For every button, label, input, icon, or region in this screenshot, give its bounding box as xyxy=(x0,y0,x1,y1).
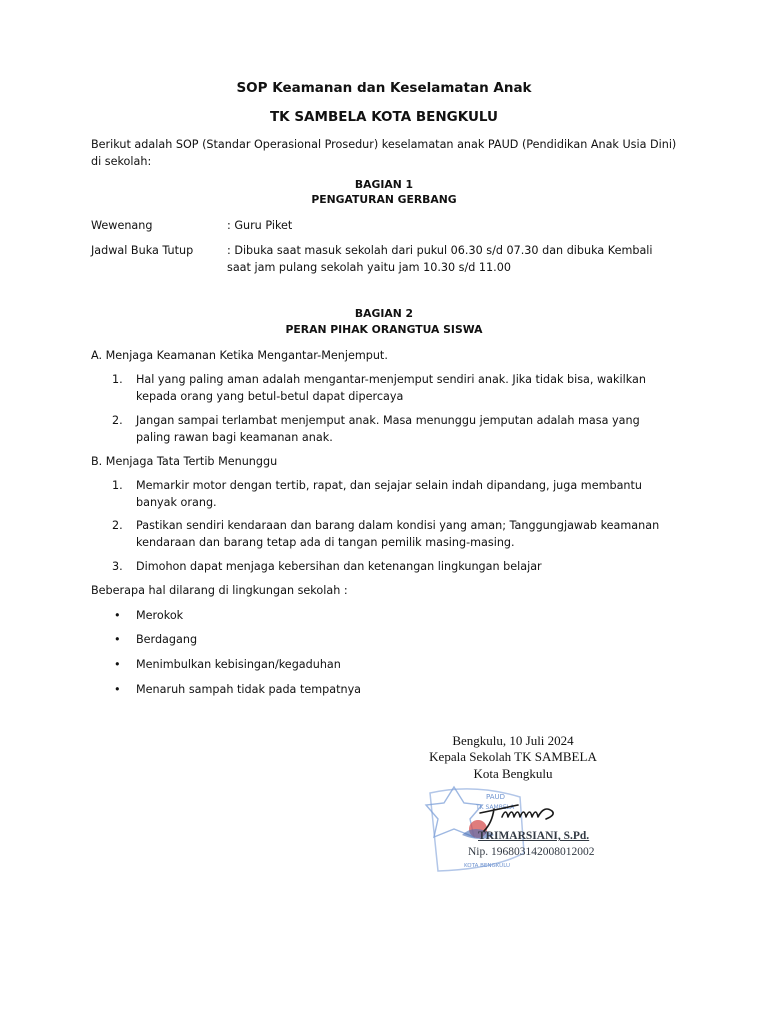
row-label: Jadwal Buka Tutup xyxy=(91,244,194,257)
item-text: Merokok xyxy=(136,609,184,622)
signature-city: Kota Bengkulu xyxy=(473,766,553,781)
item-number: 2. xyxy=(112,519,123,532)
bagian1-subheading: PENGATURAN GERBANG xyxy=(311,193,457,206)
list-item xyxy=(112,412,682,446)
item-text: Pastikan sendiri kendaraan dan barang dalam kondisi yang aman; Tanggungjawab keamanan kendaraan dan barang tetap ada di tangan pemilik masing-masing. xyxy=(136,519,660,549)
list-item xyxy=(112,656,612,673)
bullet-icon: • xyxy=(114,658,121,671)
item-text: Hal yang paling aman adalah mengantar-menjemput sendiri anak. Jika tidak bisa, wakilkan kepada orang yang betul-betul dapat dipercaya xyxy=(136,373,646,403)
list-item xyxy=(112,477,682,511)
item-text: Dimohon dapat menjaga kebersihan dan ketenangan lingkungan belajar xyxy=(136,560,542,573)
row-jadwal xyxy=(91,242,691,276)
list-item xyxy=(112,631,612,648)
item-text: Berdagang xyxy=(136,633,198,646)
bagian2-subheading: PERAN PIHAK ORANGTUA SISWA xyxy=(285,323,483,336)
row-value: : Guru Piket xyxy=(227,219,293,232)
school-stamp-icon xyxy=(424,783,614,875)
signature-place-date: Bengkulu, 10 Juli 2024 xyxy=(452,733,574,748)
list-item xyxy=(112,607,612,624)
list-item xyxy=(112,558,682,575)
prohibited-title: Beberapa hal dilarang di lingkungan sekolah : xyxy=(91,584,348,597)
signature-position: Kepala Sekolah TK SAMBELA xyxy=(429,749,597,764)
list-item xyxy=(112,517,682,551)
section-b-title: B. Menjaga Tata Tertib Menunggu xyxy=(91,455,278,468)
signature-name: TRIMARSIANI, S.Pd. xyxy=(478,830,590,842)
item-number: 3. xyxy=(112,560,123,573)
item-number: 1. xyxy=(112,479,123,492)
row-label: Wewenang xyxy=(91,219,153,232)
item-number: 1. xyxy=(112,373,123,386)
item-number: 2. xyxy=(112,414,123,427)
section-a-title: A. Menjaga Keamanan Ketika Mengantar-Menjemput. xyxy=(91,349,388,362)
stamp-text-mid: TK SAMBELA xyxy=(476,804,515,811)
item-text: Jangan sampai terlambat menjemput anak. Masa menunggu jemputan adalah masa yang paling rawan bagi keamanan anak. xyxy=(136,414,640,444)
intro-paragraph: Berikut adalah SOP (Standar Operasional Prosedur) keselamatan anak PAUD (Pendidikan Anak Usia Dini) di sekolah: xyxy=(91,138,677,168)
signature-nip: Nip. 196803142008012002 xyxy=(468,846,595,858)
bagian1-heading: BAGIAN 1 xyxy=(354,178,414,191)
document-title: SOP Keamanan dan Keselamatan Anak xyxy=(236,80,532,96)
bullet-icon: • xyxy=(114,609,121,622)
item-text: Memarkir motor dengan tertib, rapat, dan sejajar selain indah dipandang, juga membantu banyak orang. xyxy=(136,479,642,509)
bullet-icon: • xyxy=(114,633,121,646)
item-text: Menaruh sampah tidak pada tempatnya xyxy=(136,683,362,696)
list-item xyxy=(112,371,682,405)
stamp-text-top: PAUD xyxy=(486,793,506,801)
bullet-icon: • xyxy=(114,683,121,696)
item-text: Menimbulkan kebisingan/kegaduhan xyxy=(136,658,341,671)
row-value: : Dibuka saat masuk sekolah dari pukul 06.30 s/d 07.30 dan dibuka Kembali saat jam pulang sekolah yaitu jam 10.30 s/d 11.00 xyxy=(227,244,653,274)
document-subtitle: TK SAMBELA KOTA BENGKULU xyxy=(269,109,499,125)
list-item xyxy=(112,681,612,698)
row-wewenang xyxy=(91,217,691,234)
bagian2-heading: BAGIAN 2 xyxy=(354,307,414,320)
stamp-text-bottom: KOTA BENGKULU xyxy=(464,863,511,869)
